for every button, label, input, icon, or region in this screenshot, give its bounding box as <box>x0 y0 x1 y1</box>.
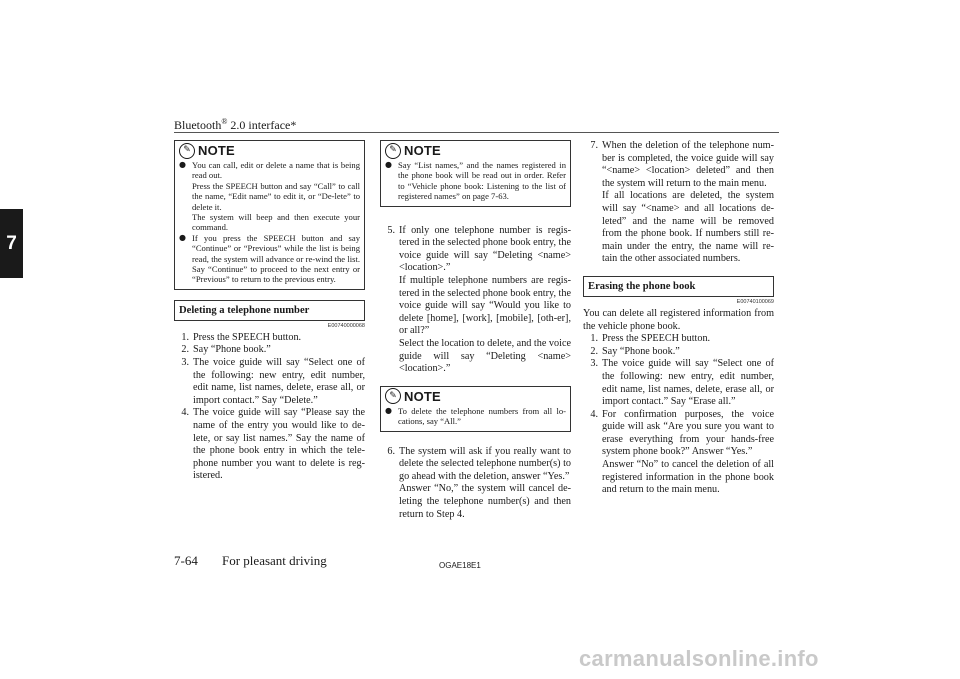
header-rule <box>174 132 779 133</box>
step-item: 3. The voice guide will say “Select one of the following: new entry, edit number, edit name, list names, delete, erase all, or import contact.” Say “Erase all.” <box>590 358 774 408</box>
pencil-icon: ✎ <box>179 143 195 159</box>
note-box <box>174 140 365 290</box>
bullet-icon: ● <box>179 160 186 169</box>
watermark: carmanualsonline.info <box>579 646 819 671</box>
section-heading: Deleting a telephone number <box>174 300 365 321</box>
step-item: 6. The system will ask if you really want to delete the selected telephone number(s) to go ahead with the deletion, answer “Yes.” Answer “No,” the system will cancel de-leting the telephone number(s) and then return to Step 4. <box>387 445 571 520</box>
note-box <box>380 386 571 432</box>
note-title: NOTE <box>404 388 441 404</box>
note-title: NOTE <box>198 143 235 158</box>
bullet-icon: ● <box>385 160 392 169</box>
column-2 <box>380 140 571 521</box>
footer-title: For pleasant driving <box>222 553 327 568</box>
note-title: NOTE <box>404 143 441 158</box>
note-header <box>385 141 566 160</box>
step-item: 2. Say “Phone book.” <box>590 345 680 357</box>
note-item: ● To delete the telephone numbers from all lo-cations, say “All.” <box>385 405 566 427</box>
step-item: 1. Press the SPEECH button. <box>181 331 302 343</box>
column-1 <box>174 140 365 483</box>
page-number: 7-64 <box>174 553 198 568</box>
note-item: ● If you press the SPEECH button and say “Continue” or “Previous” while the list is being read, the system will advance or re-wind the list. Say “Continue” to proceed to the next entry or “Previous” to return to the previous entry. <box>179 232 360 285</box>
chapter-tab: 7 <box>0 209 23 278</box>
section-code: E00740000068 <box>327 322 365 329</box>
note-header <box>179 141 360 160</box>
page-header: Bluetooth® 2.0 interface* <box>174 117 297 132</box>
bullet-icon: ● <box>179 232 186 242</box>
note-header <box>385 387 566 406</box>
step-item: 1. Press the SPEECH button. <box>590 333 711 345</box>
step-item: 4. For confirmation purposes, the voice guide will ask “Are you sure you want to erase everything from your hands-free system phone book?” Answer “Yes.” Answer “No” to cancel the deletion of all registered information in the phone book and return to the main menu. <box>590 408 774 496</box>
note-item: ● Say “List names,” and the names registered in the phone book will be read out in order. Refer to “Vehicle phone book: Listening to the list of registered names” on page 7-63. <box>385 160 566 202</box>
bullet-icon: ● <box>385 405 392 415</box>
column-3 <box>583 140 774 497</box>
note-item: ● You can call, edit or delete a name that is being read out. Press the SPEECH button and say “Call” to call the name, “Edit name” to edit it, or “De-lete” to delete it. The system will beep and then execute your command. <box>179 160 360 233</box>
step-item: 3. The voice guide will say “Select one of the following: new entry, edit number, edit name, list names, delete, erase all, or import contact.” Say “Delete.” <box>181 357 365 406</box>
section-code: E00740100069 <box>736 298 774 305</box>
intro-paragraph: You can delete all registered information from the vehicle phone book. <box>583 307 774 332</box>
section-heading: Erasing the phone book <box>583 276 774 297</box>
footer-code: OGAE18E1 <box>439 561 481 570</box>
pencil-icon: ✎ <box>385 388 401 404</box>
step-item: 5. If only one telephone number is regis-tered in the selected phone book entry, the voice guide will say “Deleting <name> <location>.” If multiple telephone numbers are regis-tered in the selected phone book entry, the voice guide will say “Would you like to delete [home], [work], [mobile], [oth-er], or all?” Select the location to delete, and the voice guide will say “Deleting <name> <location>.” <box>387 224 571 375</box>
step-item: 2. Say “Phone book.” <box>181 344 271 356</box>
step-item: 4. The voice guide will say “Please say the name of the entry you would like to de-lete, or say list names.” Say the name of the phone book entry in which the tele-phone number you want to delete is reg-istered. <box>181 407 365 482</box>
step-item: 7. When the deletion of the telephone num-ber is completed, the voice guide will say “<name> <location> deleted” and then the system will return to the main menu. If all locations are deleted, the system will say “<name> and all locations de-leted” and the name will be removed from the phone book. If numbers still re-main under the entry, the name will re-tain the other associated numbers. <box>590 140 774 265</box>
note-box <box>380 140 571 207</box>
pencil-icon: ✎ <box>385 143 401 159</box>
